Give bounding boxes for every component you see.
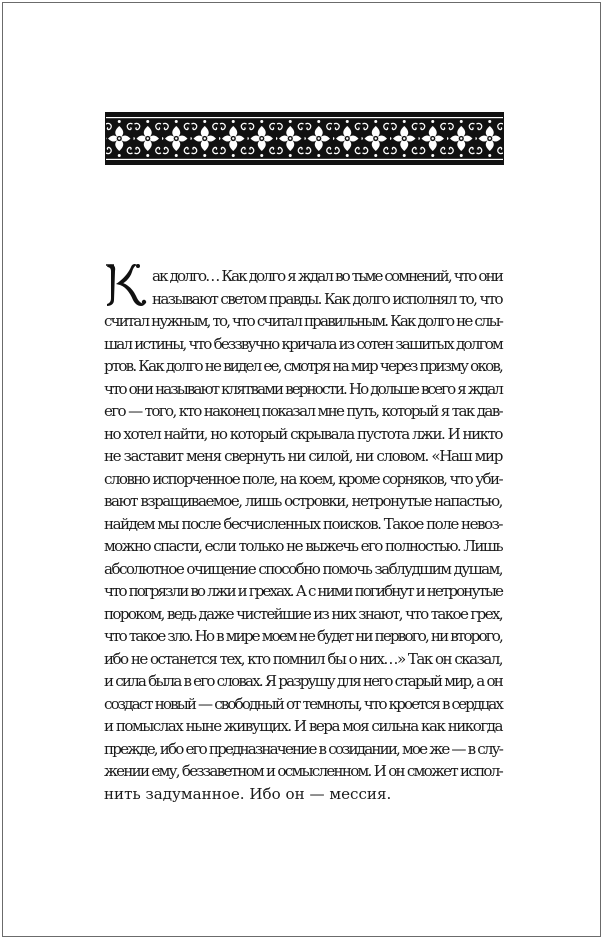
text-line: абсолютное очищение способно помочь заблудшим душам, — [104, 559, 503, 578]
text-line: найдем мы после бесчисленных поисков. Такое поле невоз- — [104, 514, 502, 533]
text-line: ак долго… Как долго я ждал во тьме сомнений, что они — [152, 267, 502, 285]
ornament-band — [105, 112, 504, 165]
text-line: жении ему, беззаветном и осмысленном. И он сможет испол- — [104, 762, 502, 780]
text-line: что такое зло. Но в мире моем не будет ни первого, ни второго, — [104, 627, 502, 645]
text-line: считал нужным, то, что считал правильным. Как долго не слы- — [104, 312, 503, 330]
text-line: ибо не останется тех, кто помнил бы о них…» Так он сказал, — [104, 649, 503, 668]
text-line: что они называют клятвами верности. Но дольше всего я ждал — [104, 379, 502, 398]
text-line: можно спасти, если только не выжечь его полностью. Лишь — [104, 537, 503, 555]
text-line: и сила была в его словах. Я разрушу для него старый мир, а он — [104, 672, 502, 690]
text-line: словно испорченное поле, на коем, кроме сорняков, что уби- — [104, 469, 502, 488]
text-line: что погрязли во лжи и грехах. А с ними погибнут и нетронутые — [104, 582, 502, 600]
decorative-floral-band-icon — [105, 112, 504, 165]
text-line: пороком, ведь даже чистейшие из них знают, что такое грех, — [104, 604, 502, 623]
text-line: но хотел найти, но который скрывала пустота лжи. И никто — [104, 424, 502, 443]
text-line: называют светом правды. Как долго исполнял то, что — [152, 289, 503, 308]
text-line: прежде, ибо его предназначение в созидании, мое же — в слу- — [104, 739, 502, 758]
chapter-text — [104, 265, 502, 805]
text-line: и помыслах ныне живущих. И вера моя сильна как никогда — [104, 717, 503, 735]
text-line: ртов. Как долго не видел ее, смотря на мир через призму оков, — [104, 357, 502, 375]
text-line: вают взращиваемое, лишь островки, нетронутые напастью, — [104, 492, 502, 510]
text-line: не заставит меня свернуть ни силой, ни словом. «Наш мир — [104, 447, 503, 465]
text-line: нить задуманное. Ибо он — мессия. — [104, 784, 392, 803]
text-line: его — того, кто наконец показал мне путь, который я так дав- — [104, 402, 502, 420]
text-line: создаст новый — свободный от темноты, что кроется в сердцах — [104, 694, 502, 713]
text-line: шал истины, что беззвучно кричала из сотен зашитых долгом — [104, 334, 502, 353]
